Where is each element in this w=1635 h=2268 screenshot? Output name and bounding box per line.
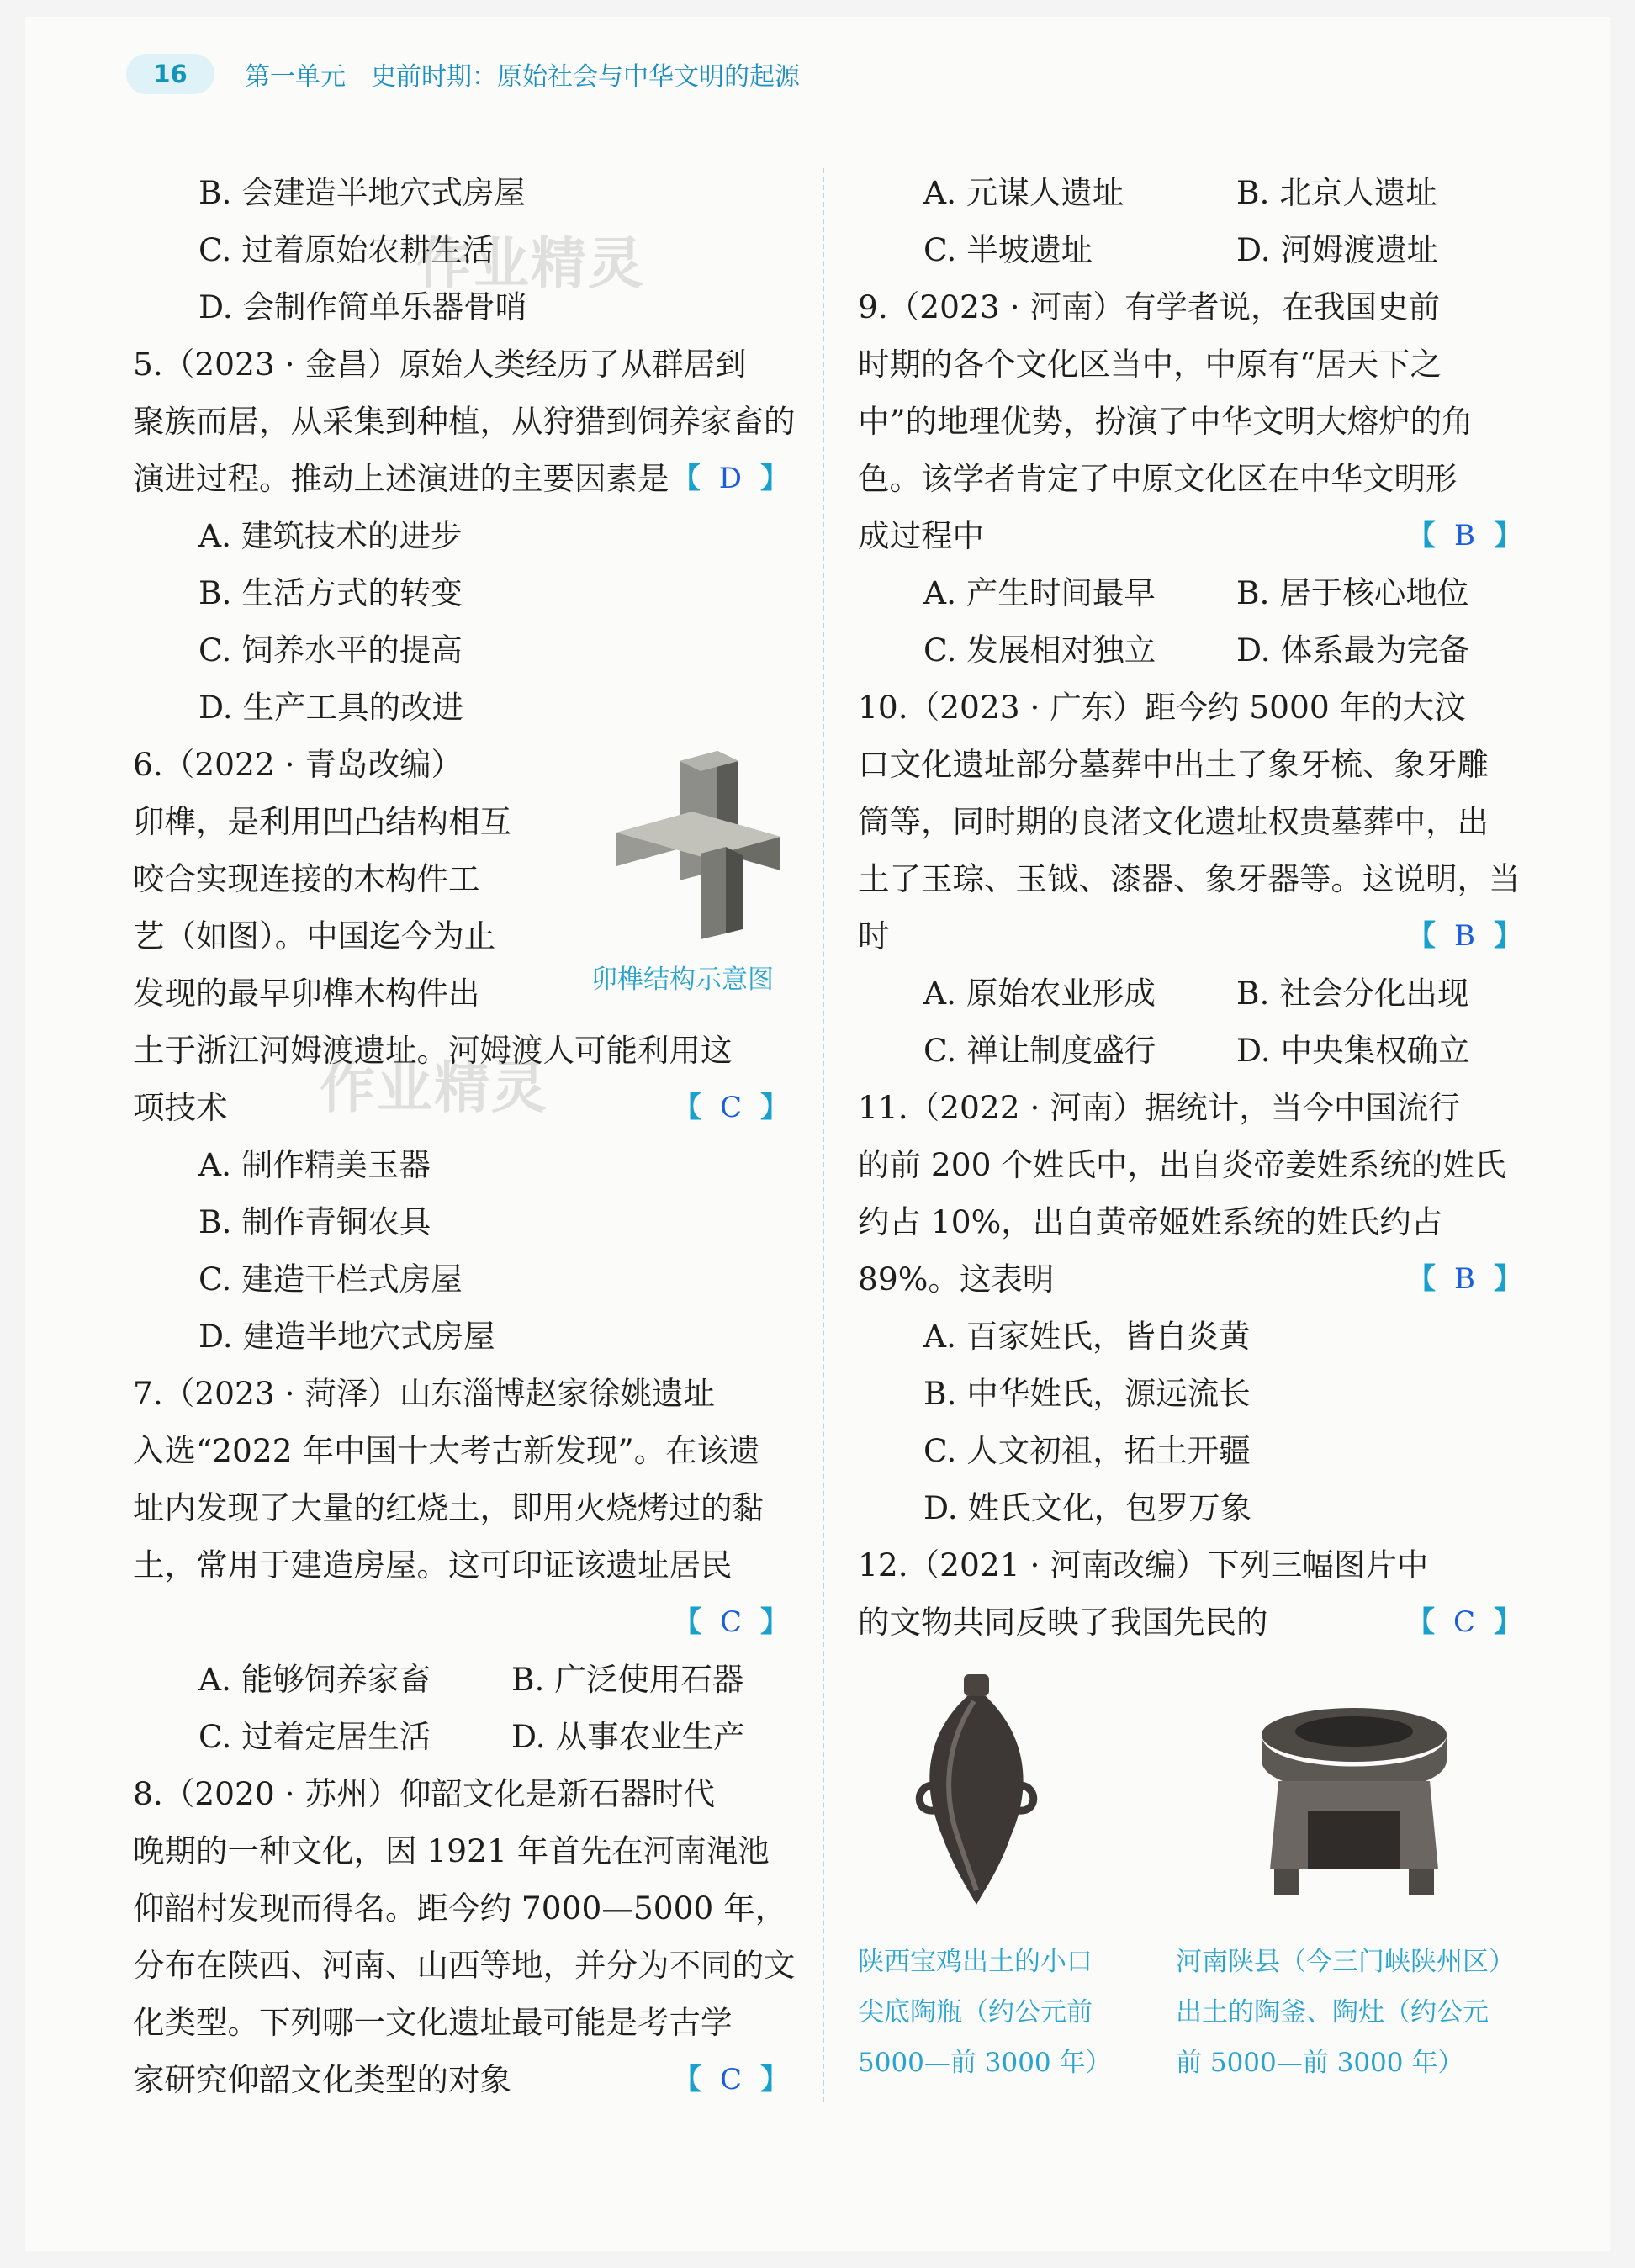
question-text: 7.（2023 · 菏泽）山东淄博赵家徐姚遗址 xyxy=(133,1375,715,1412)
question-text: 12.（2021 · 河南改编）下列三幅图片中 xyxy=(858,1546,1429,1583)
figure-caption: 陕西宝鸡出土的小口 xyxy=(858,1947,1093,1977)
column-divider xyxy=(823,168,824,2102)
answer-box: 【 B 】 xyxy=(1407,1262,1522,1296)
option: A. 能够饲养家畜 xyxy=(198,1661,431,1698)
figure-caption: 5000—前 3000 年） xyxy=(858,2048,1112,2078)
question-text: 口文化遗址部分墓葬中出土了象牙梳、象牙雕 xyxy=(858,746,1489,783)
option: C. 饲养水平的提高 xyxy=(198,632,463,669)
figure-caption-right xyxy=(1176,1937,1515,2088)
question-text: 时 【 B 】 xyxy=(858,907,1522,965)
answer-key: B xyxy=(1454,1262,1475,1296)
watermark: 作业精灵 xyxy=(416,231,645,296)
option: C. 半坡遗址 xyxy=(923,231,1093,268)
question-text: 晚期的一种文化，因 1921 年首先在河南渑池 xyxy=(133,1832,770,1869)
question-text: 约占 10%，出自黄帝姬姓系统的姓氏约占 xyxy=(858,1203,1443,1240)
question-text: 聚族而居，从采集到种植，从狩猎到饲养家畜的 xyxy=(133,403,796,440)
option: A. 原始农业形成 xyxy=(923,975,1156,1012)
question-text: 89%。这表明 【 B 】 xyxy=(858,1250,1522,1308)
question-text: 9.（2023 · 河南）有学者说，在我国史前 xyxy=(858,288,1440,325)
answer-box: 【 D 】 xyxy=(671,462,789,495)
question-text: 8.（2020 · 苏州）仰韶文化是新石器时代 xyxy=(133,1775,715,1812)
option-row xyxy=(858,221,1522,278)
question-text: 入选“2022 年中国十大考古新发现”。在该遗 xyxy=(133,1432,760,1469)
option: B. 会建造半地穴式房屋 xyxy=(198,174,526,211)
question-text: 色。该学者肯定了中原文化区在中华文明形 xyxy=(858,460,1458,497)
option: D. 从事农业生产 xyxy=(511,1718,745,1755)
question-text: 咬合实现连接的木构件工 xyxy=(133,860,480,897)
page-header xyxy=(126,52,800,96)
option: B. 制作青铜农具 xyxy=(198,1203,431,1240)
question-text: 成过程中 【 B 】 xyxy=(858,507,1522,564)
figure-caption: 尖底陶瓶（约公元前 xyxy=(858,1997,1093,2027)
option: B. 生活方式的转变 xyxy=(198,574,463,611)
option: B. 社会分化出现 xyxy=(1236,975,1469,1012)
artifact-figures xyxy=(858,1651,1522,2078)
question-text: 土于浙江河姆渡遗址。河姆渡人可能利用这 xyxy=(133,1032,733,1069)
question-text: 筒等，同时期的良渚文化遗址权贵墓葬中，出 xyxy=(858,803,1489,840)
option: A. 元谋人遗址 xyxy=(923,174,1124,211)
answer-line xyxy=(133,1594,789,1651)
question-text: 6.（2022 · 青岛改编） xyxy=(133,746,463,783)
question-text: 仰韶村发现而得名。距今约 7000—5000 年， xyxy=(133,1890,787,1927)
answer-box: 【 C 】 xyxy=(1405,1605,1522,1639)
question-text: 中”的地理优势，扮演了中华文明大熔炉的角 xyxy=(858,403,1474,440)
figure-caption: 前 5000—前 3000 年） xyxy=(1176,2048,1464,2078)
answer-box: 【 C 】 xyxy=(672,1605,789,1639)
option: C. 发展相对独立 xyxy=(923,632,1156,669)
question-text: 分布在陕西、河南、山西等地，并分为不同的文 xyxy=(133,1947,796,1984)
option-row xyxy=(133,1651,789,1708)
option: A. 制作精美玉器 xyxy=(198,1146,431,1183)
option: A. 产生时间最早 xyxy=(923,574,1156,611)
option: D. 生产工具的改进 xyxy=(198,689,464,726)
option: D. 建造半地穴式房屋 xyxy=(198,1318,495,1355)
option: B. 居于核心地位 xyxy=(1236,574,1469,611)
question-text: 家研究仰韶文化类型的对象 【 C 】 xyxy=(133,2051,789,2108)
question-text: 土，常用于建造房屋。这可印证该遗址居民 xyxy=(133,1546,733,1583)
option: C. 人文初祖，拓土开疆 xyxy=(923,1432,1251,1469)
option: D. 体系最为完备 xyxy=(1236,632,1470,669)
watermark: 作业精灵 xyxy=(320,1055,548,1120)
option-row xyxy=(133,1708,789,1765)
option-row xyxy=(858,965,1522,1022)
figure-caption-left xyxy=(858,1937,1112,2088)
answer-box: 【 B 】 xyxy=(1407,519,1522,552)
figure-caption: 河南陕县（今三门峡陕州区） xyxy=(1176,1947,1515,1977)
answer-key: B xyxy=(1454,519,1475,552)
answer-key: C xyxy=(719,1605,742,1639)
question-text: 项技术 【 C 】 xyxy=(133,1079,789,1136)
question-text: 化类型。下列哪一文化遗址最可能是考古学 xyxy=(133,2004,733,2041)
option: C. 禅让制度盛行 xyxy=(923,1032,1156,1069)
option: D. 会制作简单乐器骨哨 xyxy=(198,288,527,325)
question-text: 时期的各个文化区当中，中原有“居天下之 xyxy=(858,346,1442,383)
option: D. 河姆渡遗址 xyxy=(1236,231,1439,268)
question-text: 的前 200 个姓氏中，出自炎帝姜姓系统的姓氏 xyxy=(858,1146,1506,1183)
option: C. 过着定居生活 xyxy=(198,1718,431,1755)
pointed-bottom-jar-figure xyxy=(908,1668,1051,1911)
answer-key: B xyxy=(1454,919,1475,953)
answer-key: C xyxy=(719,2063,742,2096)
page-number: 16 xyxy=(126,54,214,94)
answer-box: 【 C 】 xyxy=(672,1091,789,1124)
pottery-stove-figure xyxy=(1228,1701,1480,1911)
question-text: 址内发现了大量的红烧土，即用火烧烤过的黏 xyxy=(133,1489,764,1526)
answer-key: C xyxy=(719,1091,742,1124)
answer-box: 【 B 】 xyxy=(1407,919,1522,953)
option: A. 建筑技术的进步 xyxy=(198,517,463,554)
question-text: 发现的最早卯榫木构件出 xyxy=(133,975,480,1012)
mortise-tenon-figure xyxy=(600,744,802,942)
option: D. 中央集权确立 xyxy=(1236,1032,1470,1069)
option-row xyxy=(858,621,1522,679)
question-text: 5.（2023 · 金昌）原始人类经历了从群居到 xyxy=(133,346,747,383)
question-text: 卯榫，是利用凹凸结构相互 xyxy=(133,803,511,840)
left-column xyxy=(133,164,796,2108)
answer-box: 【 C 】 xyxy=(672,2063,789,2096)
option: B. 北京人遗址 xyxy=(1236,174,1437,211)
option: D. 姓氏文化，包罗万象 xyxy=(923,1489,1252,1526)
answer-key: C xyxy=(1452,1605,1475,1639)
option: A. 百家姓氏，皆自炎黄 xyxy=(923,1318,1251,1355)
option: B. 广泛使用石器 xyxy=(511,1661,744,1698)
question-text: 土了玉琮、玉钺、漆器、象牙器等。这说明，当 xyxy=(858,860,1521,897)
figure-caption: 卯榫结构示意图 xyxy=(591,965,774,995)
option-row xyxy=(858,564,1522,621)
right-column xyxy=(858,164,1522,2078)
question-text: 演进过程。推动上述演进的主要因素是 【 D 】 xyxy=(133,450,789,507)
option: B. 中华姓氏，源远流长 xyxy=(923,1375,1251,1412)
option-row xyxy=(858,164,1522,221)
answer-key: D xyxy=(718,462,742,495)
page-title: 第一单元 史前时期：原始社会与中华文明的起源 xyxy=(245,62,800,92)
option: C. 过着原始农耕生活 xyxy=(198,231,495,268)
question-text: 艺（如图）。中国迄今为止 xyxy=(133,917,496,954)
option: C. 建造干栏式房屋 xyxy=(198,1261,463,1298)
option-row xyxy=(858,1022,1522,1079)
question-text: 的文物共同反映了我国先民的 【 C 】 xyxy=(858,1594,1522,1651)
question-text: 11.（2022 · 河南）据统计，当今中国流行 xyxy=(858,1089,1460,1126)
figure-caption: 出土的陶釜、陶灶（约公元 xyxy=(1176,1997,1489,2027)
question-text: 10.（2023 · 广东）距今约 5000 年的大汶 xyxy=(858,689,1466,726)
